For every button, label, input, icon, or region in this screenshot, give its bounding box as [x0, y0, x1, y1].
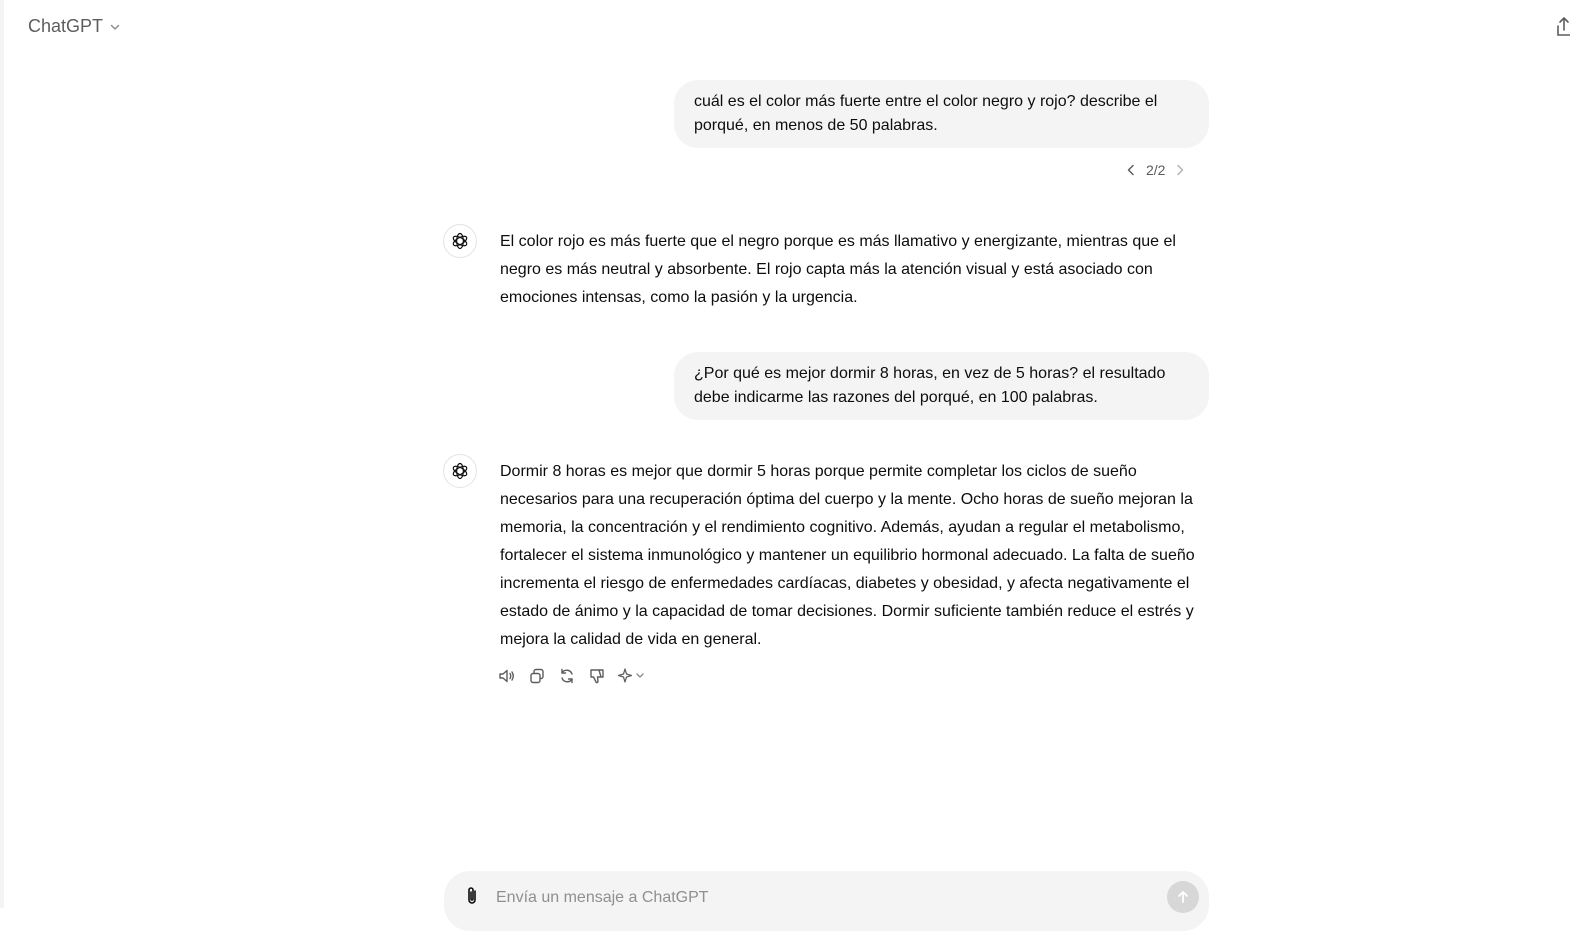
assistant-avatar: [443, 224, 477, 258]
previous-response-button[interactable]: [1122, 158, 1140, 182]
message-composer: [444, 871, 1209, 931]
regenerate-button[interactable]: [557, 666, 577, 686]
message-actions: [497, 666, 647, 686]
copy-icon: [528, 667, 546, 685]
model-selector[interactable]: [28, 16, 121, 37]
share-button[interactable]: [1554, 14, 1570, 40]
next-response-button[interactable]: [1171, 158, 1189, 182]
openai-logo-icon: [450, 461, 470, 481]
user-message: [674, 80, 1209, 148]
regenerate-icon: [558, 667, 576, 685]
assistant-message: [500, 228, 1180, 312]
chevron-right-icon: [1175, 164, 1185, 176]
attach-button[interactable]: [462, 885, 482, 907]
share-icon: [1554, 14, 1570, 40]
chevron-left-icon: [1126, 164, 1136, 176]
sidebar-edge: [0, 0, 4, 908]
pager-label: 2/2: [1146, 162, 1166, 178]
user-message: [674, 352, 1209, 420]
sparkle-model-icon: [617, 667, 647, 685]
user-message-text: ¿Por qué es mejor dormir 8 horas, en vez de 5 horas? el resultado debe indicarme las razones del porqué, en 100 palabras.: [694, 365, 1166, 406]
paperclip-icon: [462, 885, 482, 907]
assistant-message-text: El color rojo es más fuerte que el negro porque es más llamativo y energizante, mientras que el negro es más neutral y absorbente. El rojo capta más la atención visual y está asociado con emociones intensas, como la pasión y la urgencia.: [500, 233, 1176, 306]
arrow-up-icon: [1175, 889, 1191, 905]
assistant-avatar: [443, 454, 477, 488]
user-message-text: cuál es el color más fuerte entre el color negro y rojo? describe el porqué, en menos de 50 palabras.: [694, 93, 1158, 134]
message-input[interactable]: [496, 887, 1146, 909]
assistant-message: [500, 458, 1200, 654]
bad-response-button[interactable]: [587, 666, 607, 686]
assistant-message-text: Dormir 8 horas es mejor que dormir 5 horas porque permite completar los ciclos de sueño necesarios para una recuperación óptima del cuerpo y la mente. Ocho horas de sueño mejoran la memoria, la concentración y el rendimiento cognitivo. Además, ayudan a regular el metabolismo, fortalecer el sistema inmunológico y mantener un equilibrio hormonal adecuado. La falta de sueño incrementa el riesgo de enfermedades cardíacas, diabetes y obesidad, y afecta negativamente el estado de ánimo y la capacidad de tomar decisiones. Dormir suficiente también reduce el estrés y mejora la calidad de vida en general.: [500, 463, 1195, 648]
read-aloud-button[interactable]: [497, 666, 517, 686]
switch-model-button[interactable]: [617, 666, 647, 686]
thumbs-down-icon: [588, 667, 606, 685]
send-button[interactable]: [1167, 881, 1199, 913]
speaker-icon: [498, 667, 516, 685]
response-pager: [1122, 158, 1189, 182]
model-selector-label: ChatGPT: [28, 16, 104, 36]
openai-logo-icon: [450, 231, 470, 251]
copy-button[interactable]: [527, 666, 547, 686]
chevron-down-icon: [109, 21, 121, 33]
